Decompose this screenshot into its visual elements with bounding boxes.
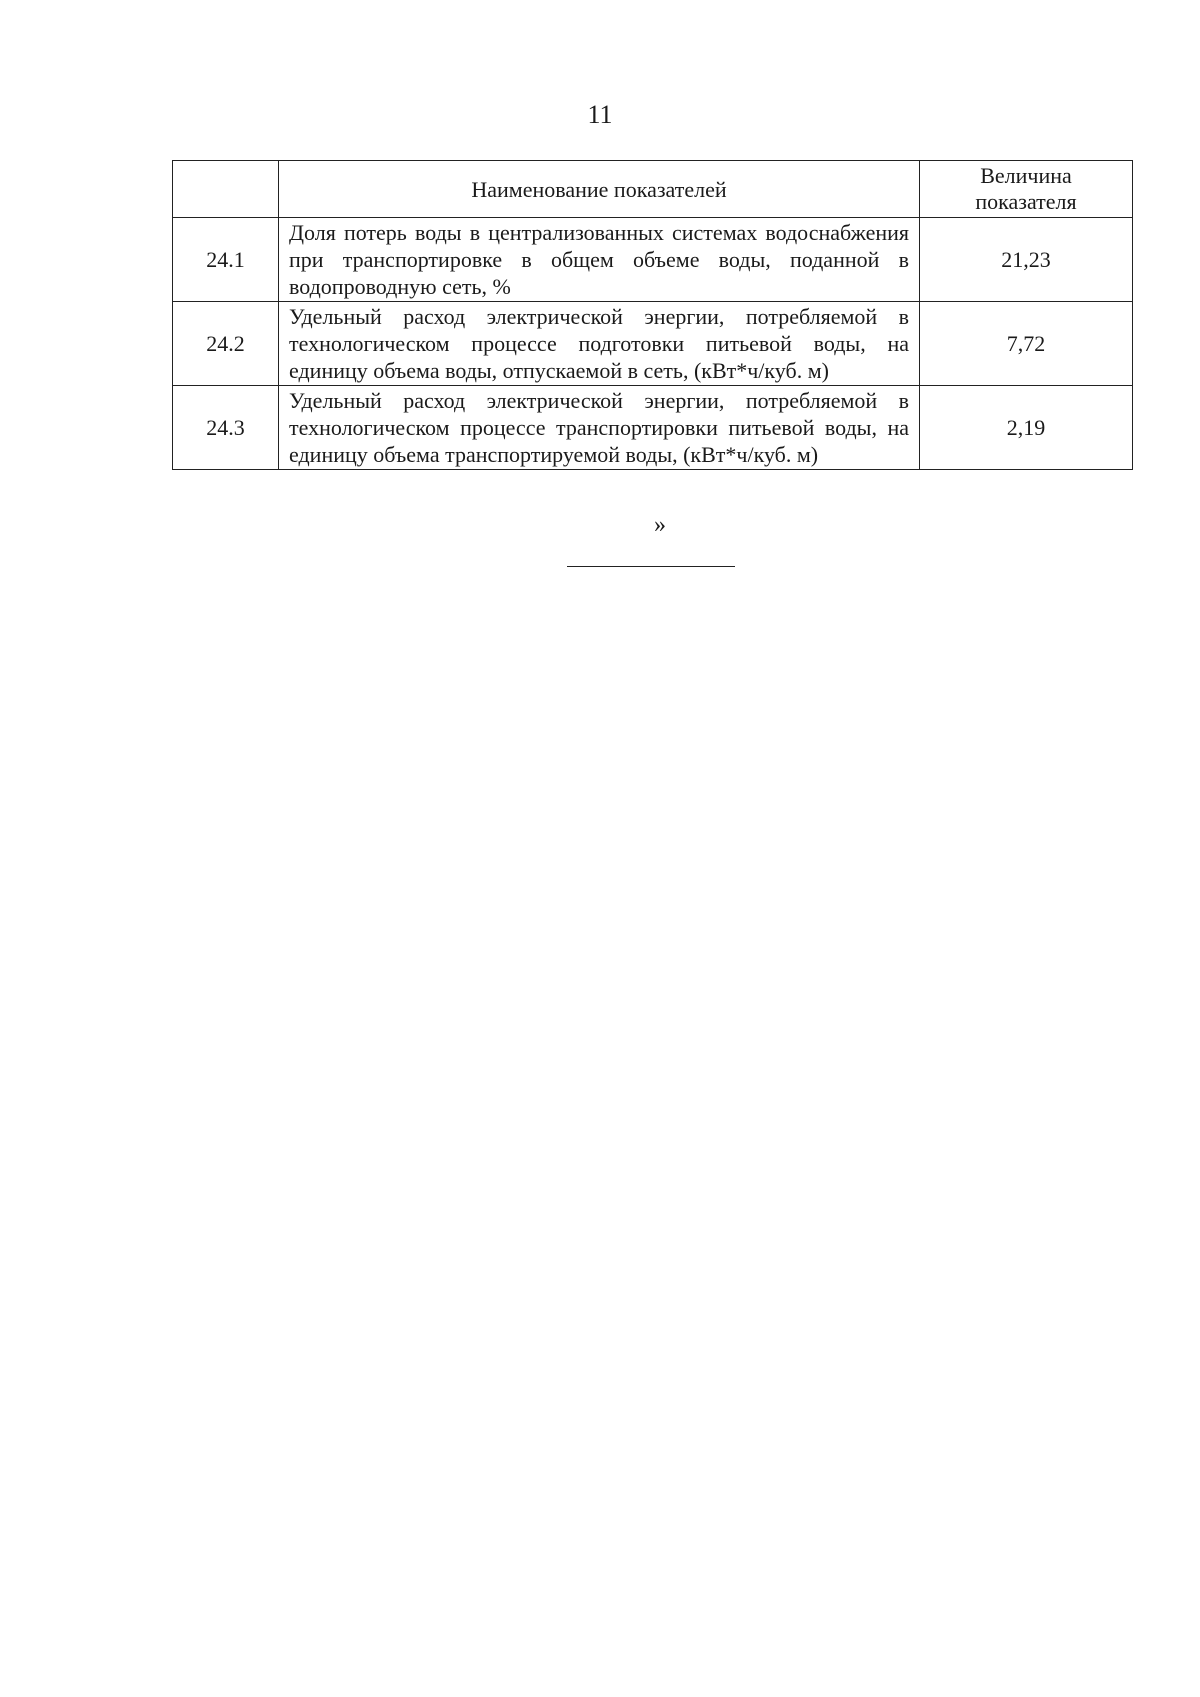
row-value: 7,72 <box>920 302 1133 386</box>
row-num: 24.2 <box>173 302 279 386</box>
page-number: 11 <box>587 100 613 129</box>
indicators-table <box>172 160 1133 470</box>
header-num <box>173 161 279 218</box>
row-name: Удельный расход электрической энергии, потребляемой в технологическом процессе подготовки питьевой воды, на единицу объема воды, отпускаемой в сеть, (кВт*ч/куб. м) <box>279 302 920 386</box>
row-value: 2,19 <box>920 386 1133 470</box>
row-num: 24.1 <box>173 218 279 302</box>
row-name: Доля потерь воды в централизованных системах водоснабжения при транспортировке в общем объеме воды, поданной в водопроводную сеть, % <box>279 218 920 302</box>
table-row <box>173 386 1133 470</box>
row-num: 24.3 <box>173 386 279 470</box>
table-row <box>173 218 1133 302</box>
end-divider <box>567 566 735 567</box>
row-value: 21,23 <box>920 218 1133 302</box>
closing-quote: » <box>654 512 666 538</box>
row-name: Удельный расход электрической энергии, потребляемой в технологическом процессе транспортировки питьевой воды, на единицу объема транспортируемой воды, (кВт*ч/куб. м) <box>279 386 920 470</box>
table-row <box>173 302 1133 386</box>
header-value: Величина показателя <box>920 161 1133 218</box>
header-name: Наименование показателей <box>279 161 920 218</box>
table-header-row <box>173 161 1133 218</box>
